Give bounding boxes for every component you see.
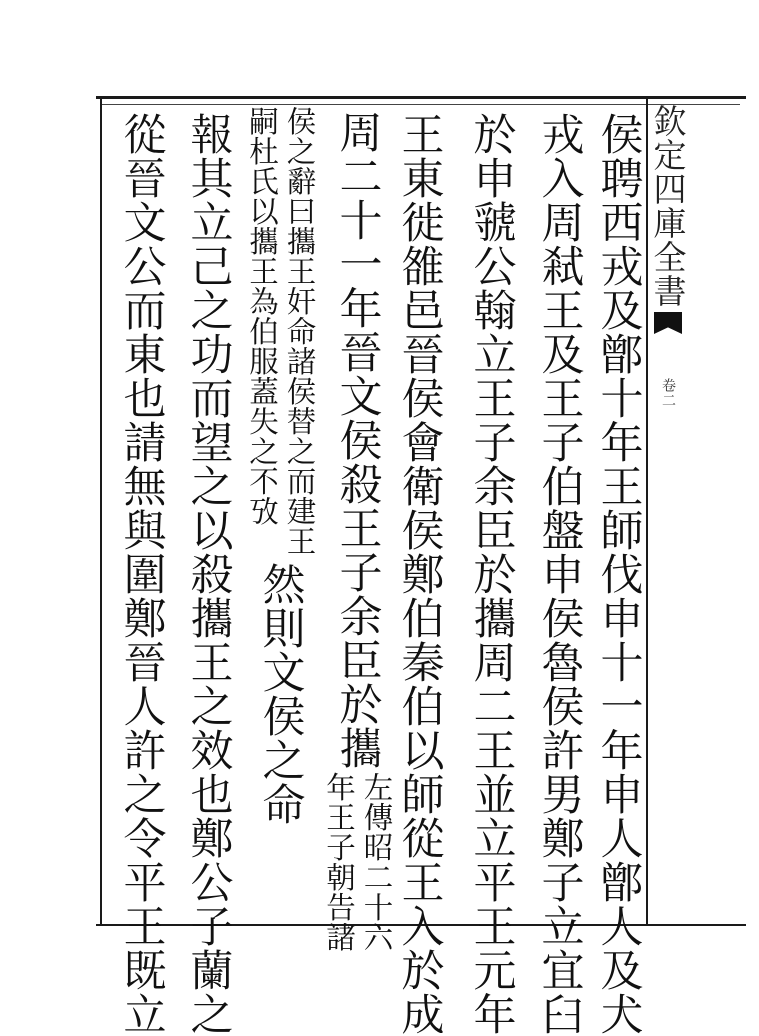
text-column-8 — [116, 98, 167, 1036]
fish-tail-mark — [654, 312, 682, 334]
page-margin-strip — [650, 104, 686, 544]
frame-right-rule — [646, 98, 648, 926]
column-text: 然則文侯之命 — [255, 562, 306, 826]
column-text: 侯聘西戎及鄫十年王師伐申十一年申人鄫人及犬 — [593, 112, 644, 1036]
frame-left-rule — [100, 98, 102, 926]
annotation-note — [322, 772, 394, 952]
text-column-2 — [534, 98, 585, 1036]
annotation-left: 嗣杜氏以攜王為伯服蓋失之不攷 — [245, 106, 279, 526]
column-text: 於申虢公翰立王子余臣於攜周二王並立平王元年 — [466, 112, 517, 1036]
column-text: 王東徙雒邑晉侯會衛侯鄭伯秦伯以師從王入於成 — [394, 112, 445, 1036]
column-text: 戎入周弒王及王子伯盤申侯魯侯許男鄭子立宜臼 — [534, 112, 585, 1036]
column-text: 從晉文公而東也請無與圍鄭晉人許之令平王既立 — [116, 112, 167, 1036]
annotation-right: 左傳昭二十六 — [359, 772, 394, 952]
volume-label: 卷二 — [660, 378, 676, 408]
text-column-5 — [318, 98, 396, 952]
text-column-7 — [183, 98, 234, 1036]
text-column-3 — [466, 98, 517, 1036]
annotation-right: 侯之辭曰攜王奸命諸侯替之而建王 — [282, 106, 317, 556]
book-title: 欽定四庫全書 — [648, 104, 688, 308]
annotation-left: 年王子朝告諸 — [322, 772, 356, 952]
text-column-1 — [593, 98, 644, 1036]
text-column-4 — [394, 98, 445, 1036]
text-column-6 — [245, 98, 317, 924]
column-text: 周二十一年晉文侯殺王子余臣於攜 — [332, 110, 383, 770]
column-text: 報其立己之功而望之以殺攜王之效也鄭公子蘭之 — [183, 112, 234, 1036]
annotation-note — [245, 106, 317, 556]
